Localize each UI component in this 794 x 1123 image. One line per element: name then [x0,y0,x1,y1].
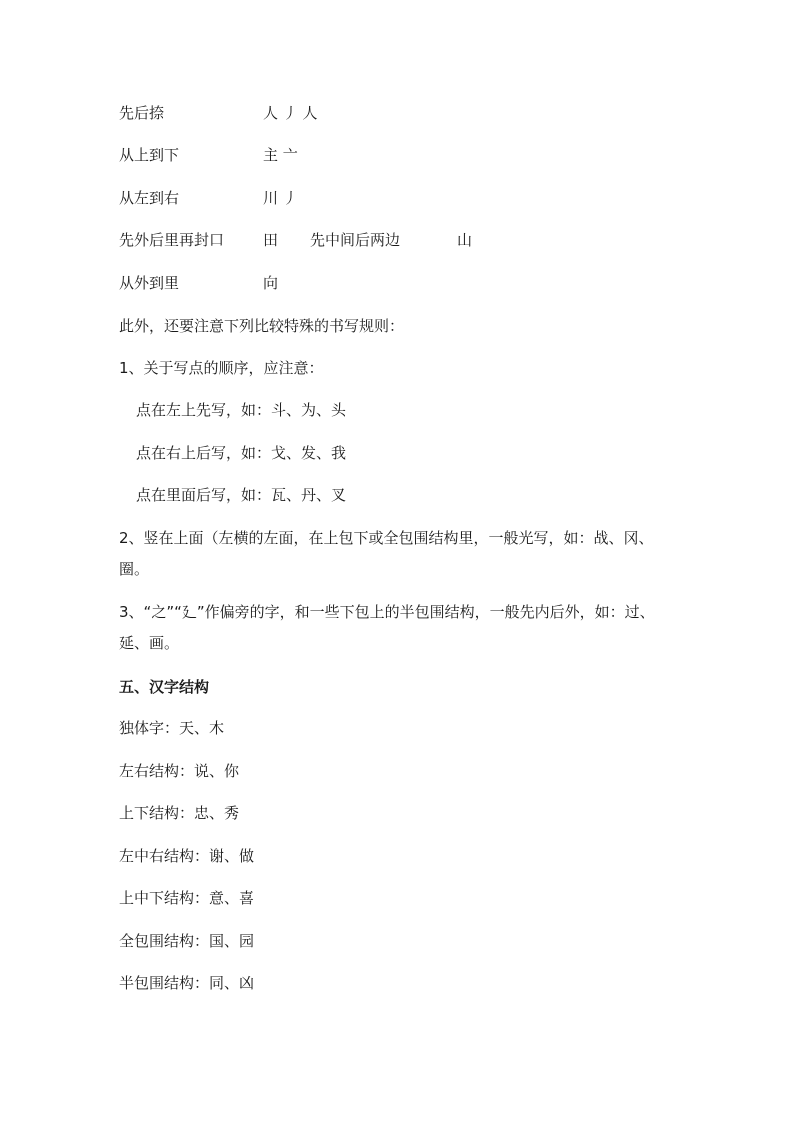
item-3-line: 延、画。 [119,634,180,652]
item-2-line: 圈。 [119,560,150,578]
structure-item: 上下结构：忠、秀 [119,804,240,822]
rule-label: 从外到里 [119,274,180,292]
structure-item: 独体字：天、木 [119,719,225,737]
rule-label: 从上到下 [119,146,180,164]
structure-item: 半包围结构：同、凶 [119,974,255,992]
rule-label: 从左到右 [119,189,180,207]
special-rules-intro: 此外，还要注意下列比较特殊的书写规则： [119,317,405,335]
rule-example-secondary: 山 [457,231,473,249]
section-title: 五、汉字结构 [119,678,210,696]
rule-example: 田 [263,231,279,249]
item-1-point: 点在左上先写，如：斗、为、头 [136,401,347,419]
item-1-point: 点在里面后写，如：瓦、丹、叉 [136,486,347,504]
structure-item: 左中右结构：谢、做 [119,847,255,865]
rule-example: 人 丿 人 [263,104,318,122]
item-2-line: 2、竖在上面（左横的左面，在上包下或全包围结构里，一般光写，如：战、冈、 [119,529,654,547]
structure-item: 左右结构：说、你 [119,762,240,780]
item-3-line: 3、“之”“廴”作偏旁的字，和一些下包上的半包围结构，一般先内后外，如：过、 [119,603,655,621]
rule-example: 向 [263,274,279,292]
rule-label: 先外后里再封口 [119,231,225,249]
rule-label-secondary: 先中间后两边 [310,231,401,249]
rule-label: 先后捺 [119,104,165,122]
rule-example: 主 亠 [263,146,298,164]
item-1-title: 1、关于写点的顺序，应注意： [119,359,324,377]
structure-item: 上中下结构：意、喜 [119,889,255,907]
rule-example: 川 丿 [263,189,298,207]
structure-item: 全包围结构：国、园 [119,932,255,950]
item-1-point: 点在右上后写，如：戈、发、我 [136,444,347,462]
